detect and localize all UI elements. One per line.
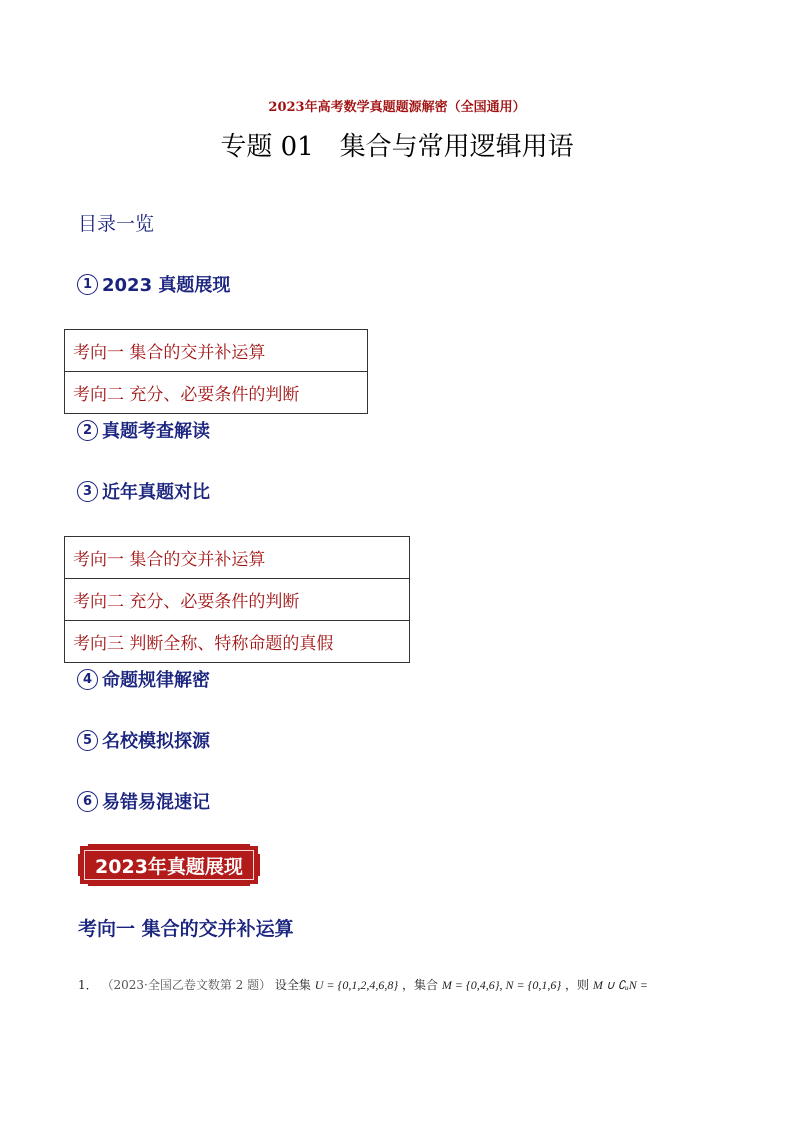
- toc-section-label: 名校模拟探源: [102, 731, 210, 752]
- circled-number: 3: [77, 481, 98, 502]
- document-subtitle: 2023年高考数学真题题源解密（全国通用）: [268, 100, 526, 115]
- circled-number: 1: [77, 274, 98, 295]
- toc-section-2[interactable]: [77, 417, 210, 443]
- toc-subtopic-row[interactable]: [65, 621, 409, 662]
- math-set-u: U = {0,1,2,4,6,8}: [314, 978, 399, 992]
- question-1: [78, 976, 648, 993]
- toc-section-label: 2023 真题展现: [102, 275, 231, 296]
- question-topic-heading: 考向一 集合的交并补运算: [78, 918, 294, 940]
- question-source: （2023·全国乙卷文数第 2 题）: [101, 978, 272, 992]
- math-expression: M ∪ ∁ᵤN =: [592, 978, 648, 992]
- math-sets-m-n: M = {0,4,6}, N = {0,1,6}: [441, 978, 562, 992]
- toc-subtopic-row[interactable]: [65, 537, 409, 579]
- toc-section-4[interactable]: [77, 666, 210, 692]
- question-text: ，集合: [401, 978, 438, 992]
- toc-section-label: 命题规律解密: [102, 670, 210, 691]
- toc-subtopic-row[interactable]: [65, 372, 367, 413]
- toc-subtopic-row[interactable]: [65, 579, 409, 621]
- toc-section-5[interactable]: [77, 727, 210, 753]
- toc-subtopics-box-2: [64, 536, 410, 663]
- subtopic-label: 考向三 判断全称、特称命题的真假: [73, 634, 334, 654]
- toc-subtopics-box-1: [64, 329, 368, 414]
- toc-section-1[interactable]: [77, 271, 230, 297]
- toc-section-label: 真题考查解读: [102, 421, 210, 442]
- toc-section-label: 易错易混速记: [102, 792, 210, 813]
- question-text: 设全集: [274, 978, 311, 992]
- question-number: 1．: [78, 978, 98, 992]
- question-text: ，则: [565, 978, 590, 992]
- subtopic-label: 考向一 集合的交并补运算: [73, 550, 266, 570]
- banner-title: 2023年真题展现: [95, 855, 243, 878]
- circled-number: 4: [77, 669, 98, 690]
- toc-section-6[interactable]: [77, 788, 210, 814]
- subtopic-label: 考向二 充分、必要条件的判断: [73, 385, 300, 405]
- toc-section-label: 近年真题对比: [102, 482, 210, 503]
- subtopic-label: 考向二 充分、必要条件的判断: [73, 592, 300, 612]
- circled-number: 6: [77, 791, 98, 812]
- subtopic-label: 考向一 集合的交并补运算: [73, 343, 266, 363]
- circled-number: 5: [77, 730, 98, 751]
- toc-heading: 目录一览: [78, 213, 155, 235]
- section-banner: [78, 844, 260, 886]
- toc-section-3[interactable]: [77, 478, 210, 504]
- document-title: 专题 01 集合与常用逻辑用语: [220, 132, 574, 162]
- banner-frame: [84, 850, 254, 880]
- toc-subtopic-row[interactable]: [65, 330, 367, 372]
- circled-number: 2: [77, 420, 98, 441]
